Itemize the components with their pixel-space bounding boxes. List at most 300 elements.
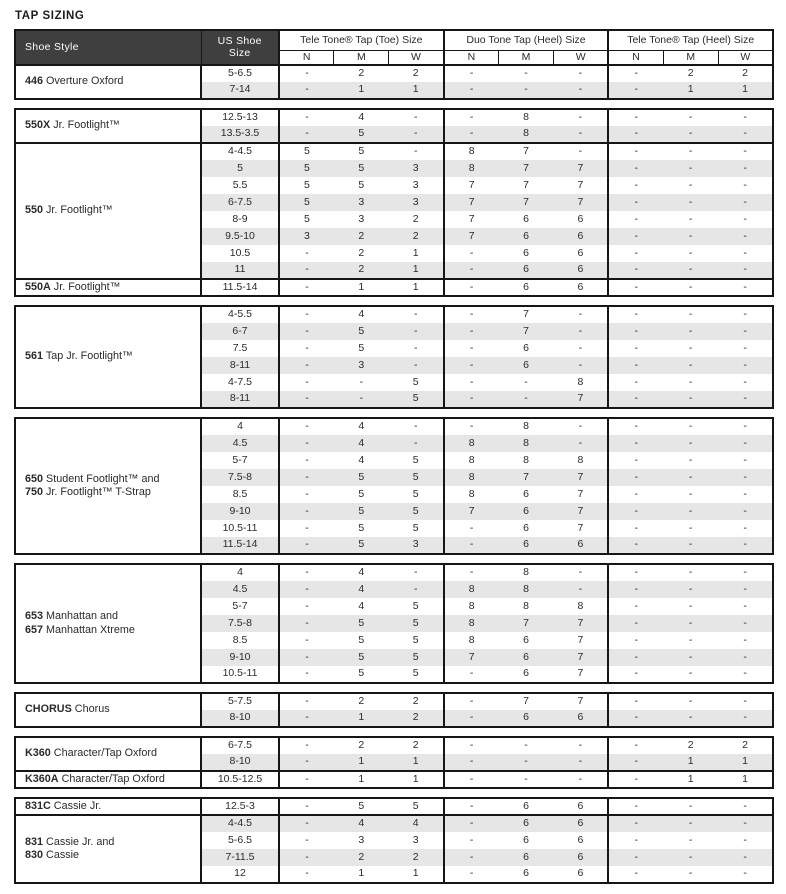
tap-size-cell: 6 [499,503,554,520]
tap-size-cell: - [634,739,639,752]
tap-size-cell: - [469,667,474,680]
tap-size-cell: - [305,799,309,812]
tap-size-cell: - [608,194,663,211]
tap-size-cell: 2 [334,849,389,866]
tap-size-cell: 8 [523,453,529,466]
tap-size-cell: - [634,375,639,388]
table-row [15,737,773,754]
tap-size-cell: 6 [553,710,608,727]
shoe-style-cell: 550 Jr. Footlight™ [15,143,201,279]
tap-size-cell: 1 [358,867,365,880]
tap-size-cell: 2 [742,739,748,752]
shoe-style-number: 831 [25,835,44,848]
tap-size-cell: - [553,418,608,435]
tap-size-cell: 5 [334,649,389,666]
tap-size-cell: - [334,391,389,408]
tap-size-cell: 3 [389,832,444,849]
tap-size-cell: 2 [358,739,365,752]
tap-size-cell: - [469,67,474,80]
tap-size-cell: - [444,126,499,143]
tap-size-cell: - [634,566,639,579]
us-shoe-size-cell: 7-11.5 [201,849,279,866]
tap-size-cell: - [305,833,309,846]
tap-size-cell: - [608,581,663,598]
tap-size-cell: 2 [389,849,444,866]
tap-size-cell: - [688,111,693,124]
us-shoe-size-cell: 7-14 [201,82,279,99]
tap-size-cell: - [688,833,693,846]
us-shoe-size-cell: 11.5-14 [201,537,279,554]
tap-size-cell: - [743,695,747,708]
shoe-style-number: CHORUS [25,703,72,716]
tap-size-cell: 6 [523,667,529,680]
tap-size-cell: - [305,341,309,354]
tap-size-cell: - [743,633,747,646]
tap-size-cell: - [389,306,444,323]
us-shoe-size-cell: 6-7 [201,323,279,340]
shoe-style-cell: K360A Character/Tap Oxford [15,771,201,788]
tap-size-cell: - [499,82,554,99]
tap-size-cell: - [608,849,663,866]
tap-size-cell: - [688,246,693,259]
tap-size-cell: - [634,178,639,191]
tap-size-cell: - [688,599,693,612]
tap-size-cell: - [524,739,528,752]
tap-size-cell: 8 [523,566,529,579]
tap-size-cell: 6 [499,228,554,245]
tap-size-cell: 1 [389,754,444,771]
tap-size-cell: 6 [553,866,608,883]
tap-size-cell: - [663,849,718,866]
tap-size-cell: 6 [553,245,608,262]
tap-size-cell: - [389,357,444,374]
table-row [15,109,773,126]
shoe-style-number: 446 [25,75,44,88]
tap-size-cell: - [553,143,608,160]
tap-size-cell: - [389,435,444,452]
tap-size-cell: 5 [279,194,334,211]
tap-size-cell: 4 [358,111,365,124]
tap-size-cell: 6 [499,537,554,554]
tap-size-cell: 2 [687,739,694,752]
tap-size-cell: 7 [468,212,475,225]
tap-size-cell: - [444,815,499,832]
tap-size-cell: 8 [468,599,475,612]
tap-size-cell: - [688,867,693,880]
tap-size-cell: 1 [389,279,444,296]
tap-size-cell: 1 [718,754,773,771]
tap-size-cell: 1 [718,82,773,99]
tap-size-cell: 5 [304,178,310,191]
tap-size-cell: - [444,754,499,771]
tap-size-cell: 7 [553,194,608,211]
tap-size-cell: - [279,82,334,99]
column-header-tap-group: Duo Tone Tap (Heel) Size [444,30,609,50]
tap-size-cell: - [469,833,474,846]
shoe-style-number: 650 [25,472,44,485]
us-shoe-size-cell: 6-7.5 [201,194,279,211]
tap-size-cell: - [389,323,444,340]
tap-size-cell: - [499,771,554,788]
page-title: TAP SIZING [15,10,85,22]
tap-size-cell: - [444,849,499,866]
tap-size-cell: - [469,111,474,124]
tap-size-cell: 5 [389,615,444,632]
tap-size-cell: - [305,521,309,534]
tap-size-cell: - [553,581,608,598]
tap-size-cell: - [634,599,639,612]
tap-size-cell: - [305,111,309,124]
shoe-style-cell: 831C Cassie Jr. [15,798,201,815]
tap-size-cell: - [553,340,608,357]
tap-size-cell: - [634,341,639,354]
tap-size-cell: - [389,340,444,357]
us-shoe-size-cell: 8-10 [201,710,279,727]
tap-size-cell: 5 [389,469,444,486]
us-shoe-size-cell: 4-5.5 [201,306,279,323]
tap-size-cell: 8 [468,453,475,466]
us-shoe-size-cell: 4.5 [201,581,279,598]
tap-size-cell: 3 [279,228,334,245]
column-header-width-n: N [444,50,499,65]
shoe-style-cell: 550X Jr. Footlight™ [15,109,201,143]
tap-size-cell: - [634,867,639,880]
us-shoe-size-cell: 4-4.5 [201,815,279,832]
tap-size-cell: 7 [523,178,529,191]
tap-size-cell: 7 [553,649,608,666]
sizing-table-block [14,305,774,409]
tap-size-cell: 7 [444,194,499,211]
us-shoe-size-cell: 7.5-8 [201,615,279,632]
tap-size-cell: - [718,126,773,143]
tap-size-cell: 2 [358,67,365,80]
tap-size-cell: - [553,435,608,452]
us-shoe-size-cell: 5-7 [201,598,279,615]
tap-size-cell: 7 [553,391,608,408]
tap-size-cell: - [688,308,693,321]
shoe-style-number: K360 [25,747,51,760]
tap-size-cell: - [305,695,309,708]
tap-size-cell: 6 [523,487,529,500]
tap-size-cell: - [634,67,639,80]
table-row [15,798,773,815]
tap-size-cell: - [718,323,773,340]
tap-size-cell: - [718,581,773,598]
us-shoe-size-cell: 9-10 [201,649,279,666]
tap-size-cell: 7 [553,469,608,486]
tap-size-cell: - [688,178,693,191]
tap-size-cell: 8 [444,469,499,486]
column-header-shoe-style: Shoe Style [15,30,201,65]
tap-size-cell: - [688,695,693,708]
us-shoe-size-cell: 13.5-3.5 [201,126,279,143]
tap-size-cell: 2 [742,67,749,80]
shoe-style-cell: K360 Character/Tap Oxford [15,737,201,771]
tap-size-cell: - [608,649,663,666]
tap-size-cell: - [553,82,608,99]
shoe-style-number: 550 [25,204,44,217]
tap-size-cell: - [444,82,499,99]
tap-size-cell: 2 [389,693,444,710]
tap-size-cell: 7 [444,649,499,666]
tap-size-cell: - [688,799,693,812]
tap-size-cell: - [608,279,663,296]
tap-size-cell: - [718,649,773,666]
tap-size-cell: - [305,420,309,433]
tap-size-cell: 6 [553,815,608,832]
tap-size-cell: 5 [334,615,389,632]
shoe-style-number: 561 [25,350,44,363]
tap-size-cell: 2 [389,737,444,754]
tap-size-cell: - [743,212,747,225]
tap-size-cell: 3 [389,177,444,194]
tap-size-cell: 5 [334,537,389,554]
tap-size-cell: - [718,615,773,632]
shoe-style-cell: 561 Tap Jr. Footlight™ [15,306,201,408]
us-shoe-size-cell: 5 [201,160,279,177]
tap-size-cell: - [663,615,718,632]
tap-size-cell: 2 [358,695,365,708]
tap-size-cell: 2 [687,67,694,80]
tap-size-cell: 6 [523,341,529,354]
us-shoe-size-cell: 5-6.5 [201,832,279,849]
tap-size-cell: - [553,564,608,581]
tap-size-cell: 6 [499,279,554,296]
tap-size-cell: - [718,143,773,160]
us-shoe-size-cell: 11 [201,262,279,279]
us-shoe-size-cell: 8.5 [201,632,279,649]
shoe-style-cell: 650 Student Footlight™ and 750 Jr. Footlight™ T-Strap [15,418,201,554]
tap-size-cell: 2 [389,228,444,245]
tap-size-cell: 1 [389,82,444,99]
tap-size-cell: - [743,453,747,466]
tap-size-cell: 8 [468,487,475,500]
tap-size-cell: - [718,849,773,866]
tap-size-cell: 6 [499,357,554,374]
tap-size-cell: - [743,308,747,321]
tap-size-cell: - [634,453,639,466]
tap-size-cell: - [634,212,639,225]
tap-size-cell: - [743,487,747,500]
tap-size-cell: - [279,323,334,340]
tap-size-cell: - [608,228,663,245]
us-shoe-size-cell: 4-7.5 [201,374,279,391]
tap-size-cell: - [389,564,444,581]
tap-size-cell: 8 [553,452,608,469]
tap-size-cell: - [389,109,444,126]
tap-size-cell: 1 [663,82,718,99]
tap-size-cell: - [743,375,747,388]
shoe-style-number: 831C [25,799,51,812]
us-shoe-size-cell: 12 [201,866,279,883]
tap-size-cell: - [718,160,773,177]
tap-size-cell: - [444,537,499,554]
tap-size-cell: - [608,537,663,554]
tap-size-cell: - [634,308,639,321]
tap-size-cell: - [743,667,747,680]
tap-size-cell: - [305,867,309,880]
tap-size-cell: 3 [389,194,444,211]
tap-size-cell: 7 [499,469,554,486]
tap-size-cell: - [389,581,444,598]
tap-size-cell: 1 [663,771,718,788]
us-shoe-size-cell: 8.5 [201,486,279,503]
tap-size-cell: - [553,771,608,788]
tap-size-cell: 8 [444,581,499,598]
tap-size-cell: - [608,323,663,340]
tap-size-cell: 1 [389,245,444,262]
us-shoe-size-cell: 5-7 [201,452,279,469]
tap-size-cell: - [553,357,608,374]
tap-size-cell: 5 [334,503,389,520]
tap-size-cell: - [608,82,663,99]
tap-size-cell: - [634,521,639,534]
tap-size-cell: - [663,262,718,279]
us-shoe-size-cell: 12.5-13 [201,109,279,126]
tap-size-cell: - [718,391,773,408]
tap-size-cell: 3 [334,357,389,374]
tap-size-cell: - [663,279,718,296]
tap-size-cell: 8 [468,633,475,646]
tap-size-cell: 5 [389,649,444,666]
tap-size-cell: 6 [499,262,554,279]
tap-size-cell: - [279,262,334,279]
us-shoe-size-cell: 4 [201,418,279,435]
tap-size-cell: 8 [523,111,529,124]
tap-size-cell: 5 [334,160,389,177]
table-row [15,306,773,323]
tap-size-cell: 8 [499,435,554,452]
tap-size-cell: 5 [358,799,365,812]
tap-size-cell: - [469,867,474,880]
tap-size-cell: - [663,323,718,340]
tap-size-cell: 5 [279,143,334,160]
tap-size-cell: 5 [389,798,444,815]
tap-size-cell: - [663,710,718,727]
tap-size-cell: - [279,279,334,296]
tap-size-cell: 1 [334,279,389,296]
tap-size-cell: - [743,420,747,433]
tap-size-cell: - [524,67,528,80]
column-header-width-n: N [608,50,663,65]
us-shoe-size-cell: 5.5 [201,177,279,194]
tap-size-cell: - [634,246,639,259]
tap-size-cell: 7 [499,194,554,211]
tap-size-cell: 7 [553,666,608,683]
tap-size-cell: 1 [663,754,718,771]
tap-size-cell: 7 [553,632,608,649]
tap-size-cell: 4 [334,435,389,452]
tap-size-cell: - [608,143,663,160]
tap-size-cell: - [305,667,309,680]
tap-size-cell: - [663,194,718,211]
us-shoe-size-cell: 5-6.5 [201,65,279,82]
tap-size-cell: 2 [358,246,365,259]
shoe-style-number: 657 [25,623,44,636]
shoe-style-number: 750 [25,486,44,498]
column-header-width-w: W [389,50,444,65]
tap-size-cell: 7 [499,323,554,340]
table-row [15,65,773,82]
tap-size-cell: 7 [444,503,499,520]
tap-size-cell: 3 [334,194,389,211]
tap-size-cell: - [389,418,444,435]
tap-size-cell: 7 [444,228,499,245]
tap-size-cell: 6 [499,649,554,666]
column-header-width-w: W [553,50,608,65]
tap-size-cell: - [718,357,773,374]
tap-size-cell: - [718,815,773,832]
tap-size-cell: 1 [389,262,444,279]
tap-size-cell: - [553,754,608,771]
tap-size-cell: 1 [389,771,444,788]
tap-size-cell: - [743,178,747,191]
tap-size-cell: - [389,126,444,143]
tap-size-cell: - [718,279,773,296]
tap-size-cell: - [279,357,334,374]
tap-size-cell: 5 [334,323,389,340]
tap-size-cell: 5 [389,520,444,537]
tap-size-cell: - [663,143,718,160]
tap-size-cell: 8 [444,615,499,632]
tap-size-cell: 8 [553,598,608,615]
tap-size-cell: - [279,503,334,520]
tap-size-cell: - [499,391,554,408]
shoe-style-cell: 550A Jr. Footlight™ [15,279,201,296]
tap-size-cell: 5 [358,633,365,646]
shoe-style-cell: 446 Overture Oxford [15,65,201,99]
us-shoe-size-cell: 9.5-10 [201,228,279,245]
tap-size-cell: - [663,469,718,486]
tap-size-cell: - [608,357,663,374]
tap-size-cell: - [469,375,474,388]
tap-size-cell: 5 [358,178,365,191]
tap-size-cell: 2 [334,228,389,245]
tap-size-cell: 8 [444,435,499,452]
tap-size-cell: 6 [523,521,529,534]
tap-size-cell: - [663,537,718,554]
tap-size-cell: - [634,633,639,646]
tap-size-cell: 6 [553,262,608,279]
tap-size-cell: - [663,581,718,598]
tap-size-cell: - [553,737,608,754]
tap-size-cell: - [279,581,334,598]
tap-size-cell: - [634,833,639,846]
tap-size-cell: - [553,126,608,143]
tap-size-cell: - [469,799,474,812]
tap-size-cell: 3 [389,537,444,554]
tap-size-cell: - [663,435,718,452]
us-shoe-size-cell: 7.5 [201,340,279,357]
column-header-width-n: N [279,50,334,65]
column-header-us-shoe-size: US Shoe Size [201,30,279,65]
tap-size-cell: - [305,453,309,466]
us-shoe-size-cell: 10.5 [201,245,279,262]
tap-size-cell: - [718,537,773,554]
tap-size-cell: - [663,357,718,374]
tap-size-cell: - [279,615,334,632]
tap-size-cell: 2 [389,710,444,727]
tap-size-cell: - [608,503,663,520]
tap-size-cell: - [743,341,747,354]
tap-size-cell: - [305,375,309,388]
tap-size-cell: 8 [499,126,554,143]
tap-size-cell: - [718,228,773,245]
us-shoe-size-cell: 10.5-11 [201,520,279,537]
tap-size-cell: 7 [553,177,608,194]
tap-size-cell: - [634,695,639,708]
tap-size-cell: - [469,341,474,354]
